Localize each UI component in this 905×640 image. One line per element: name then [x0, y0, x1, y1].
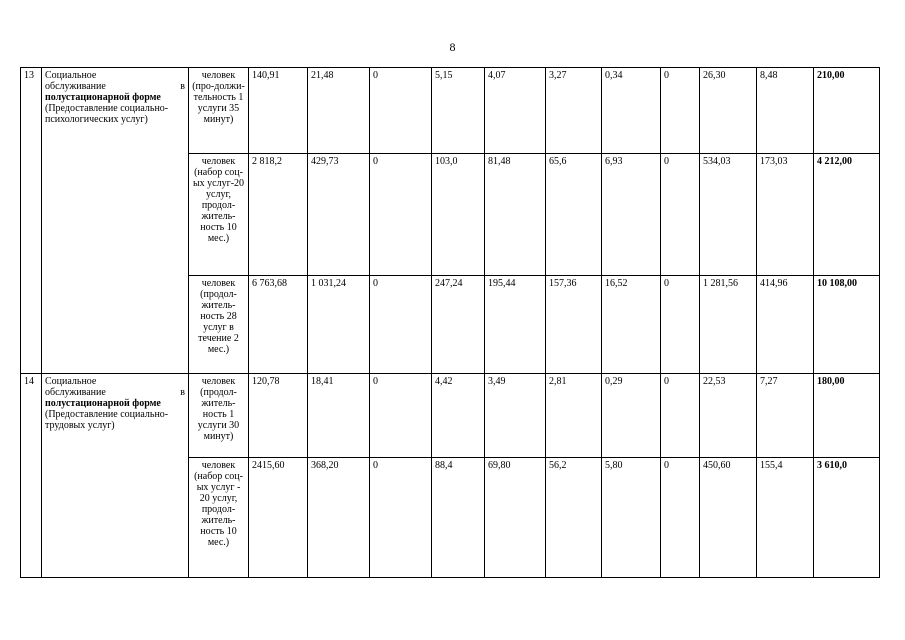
value-cell: 157,36 — [546, 276, 602, 374]
value-cell: 0 — [661, 276, 700, 374]
value-cell: 0,29 — [602, 374, 661, 458]
value-cell: 7,27 — [757, 374, 814, 458]
value-cell: 21,48 — [308, 68, 370, 154]
value-cell: 1 031,24 — [308, 276, 370, 374]
service-line: обслуживание — [45, 81, 106, 92]
value-cell: 26,30 — [700, 68, 757, 154]
value-cell: 2,81 — [546, 374, 602, 458]
total-cell: 180,00 — [814, 374, 880, 458]
value-cell: 120,78 — [249, 374, 308, 458]
value-cell: 368,20 — [308, 458, 370, 578]
service-form: полустационарной форме — [45, 398, 161, 409]
row-number: 13 — [21, 68, 42, 374]
value-cell: 69,80 — [485, 458, 546, 578]
value-cell: 534,03 — [700, 154, 757, 276]
value-cell: 3,49 — [485, 374, 546, 458]
tariff-table — [20, 67, 880, 578]
unit-cell: человек (набор соц-ых услуг-20 услуг, продол-житель-ность 10 мес.) — [189, 154, 249, 276]
value-cell: 16,52 — [602, 276, 661, 374]
total-cell: 10 108,00 — [814, 276, 880, 374]
row-number: 14 — [21, 374, 42, 578]
value-cell: 0 — [370, 276, 432, 374]
total-cell: 210,00 — [814, 68, 880, 154]
value-cell: 155,4 — [757, 458, 814, 578]
service-name — [42, 68, 189, 374]
value-cell: 18,41 — [308, 374, 370, 458]
value-cell: 0 — [661, 374, 700, 458]
value-cell: 450,60 — [700, 458, 757, 578]
value-cell: 8,48 — [757, 68, 814, 154]
value-cell: 0,34 — [602, 68, 661, 154]
value-cell: 140,91 — [249, 68, 308, 154]
value-cell: 4,07 — [485, 68, 546, 154]
value-cell: 0 — [370, 458, 432, 578]
value-cell: 429,73 — [308, 154, 370, 276]
value-cell: 0 — [370, 374, 432, 458]
table-row — [21, 68, 880, 154]
value-cell: 56,2 — [546, 458, 602, 578]
unit-cell: человек (набор соц-ых услуг - 20 услуг, продол-житель-ность 10 мес.) — [189, 458, 249, 578]
service-line: в — [180, 387, 185, 398]
value-cell: 81,48 — [485, 154, 546, 276]
page-number: 8 — [449, 40, 456, 54]
service-detail: (Предоставление социально-психологических услуг) — [45, 103, 169, 125]
service-detail: (Предоставление социально-трудовых услуг) — [45, 409, 169, 431]
service-name — [42, 374, 189, 578]
value-cell: 6 763,68 — [249, 276, 308, 374]
unit-cell: человек (продол-житель-ность 1 услуги 30 минут) — [189, 374, 249, 458]
service-form: полустационарной форме — [45, 92, 161, 103]
value-cell: 4,42 — [432, 374, 485, 458]
service-line: в — [180, 81, 185, 92]
total-cell: 4 212,00 — [814, 154, 880, 276]
value-cell: 5,15 — [432, 68, 485, 154]
value-cell: 103,0 — [432, 154, 485, 276]
value-cell: 0 — [370, 68, 432, 154]
value-cell: 1 281,56 — [700, 276, 757, 374]
service-line: Социальное — [45, 70, 97, 81]
unit-cell: человек (продол-житель-ность 28 услуг в течение 2 мес.) — [189, 276, 249, 374]
value-cell: 0 — [661, 458, 700, 578]
value-cell: 5,80 — [602, 458, 661, 578]
value-cell: 2415,60 — [249, 458, 308, 578]
value-cell: 0 — [661, 68, 700, 154]
value-cell: 414,96 — [757, 276, 814, 374]
service-line: Социальное — [45, 376, 97, 387]
value-cell: 0 — [661, 154, 700, 276]
unit-cell: человек (про-должи-тельность 1 услуги 35 минут) — [189, 68, 249, 154]
value-cell: 195,44 — [485, 276, 546, 374]
value-cell: 22,53 — [700, 374, 757, 458]
value-cell: 6,93 — [602, 154, 661, 276]
table-row — [21, 374, 880, 458]
service-line: обслуживание — [45, 387, 106, 398]
value-cell: 3,27 — [546, 68, 602, 154]
total-cell: 3 610,0 — [814, 458, 880, 578]
value-cell: 247,24 — [432, 276, 485, 374]
value-cell: 2 818,2 — [249, 154, 308, 276]
value-cell: 65,6 — [546, 154, 602, 276]
value-cell: 0 — [370, 154, 432, 276]
value-cell: 88,4 — [432, 458, 485, 578]
value-cell: 173,03 — [757, 154, 814, 276]
